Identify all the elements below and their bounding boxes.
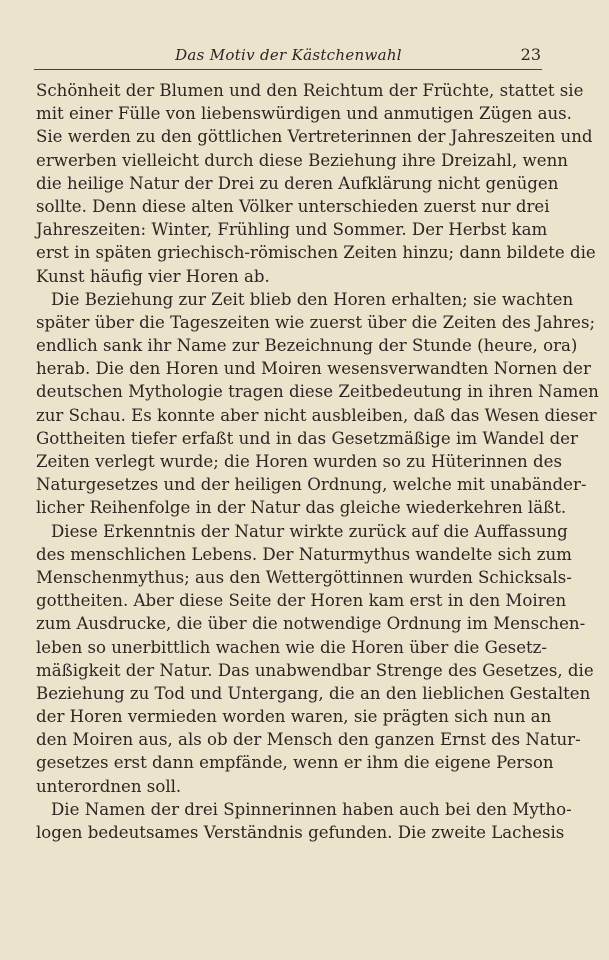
text-line: mäßigkeit der Natur. Das unabwendbar Strenge des Gesetzes, die	[36, 660, 594, 680]
text-line: sollte. Denn diese alten Völker unterschieden zuerst nur drei	[36, 196, 550, 216]
page-number: 23	[520, 45, 541, 64]
text-line: Zeiten verlegt wurde; die Horen wurden so zu Hüterinnen des	[36, 452, 562, 471]
paragraph	[36, 520, 594, 798]
text-line: des menschlichen Lebens. Der Naturmythus wandelte sich zum	[36, 544, 572, 564]
paragraph	[36, 798, 572, 844]
running-title: Das Motiv der Kästchenwahl	[175, 46, 402, 64]
text-line: Menschenmythus; aus den Wettergöttinnen wurden Schicksals-	[36, 567, 572, 587]
text-line: mit einer Fülle von liebenswürdigen und anmutigen Zügen aus.	[36, 104, 572, 124]
text-line: gesetzes erst dann empfände, wenn er ihm die eigene Person	[36, 753, 554, 773]
paragraph	[36, 288, 599, 520]
text-line: licher Reihenfolge in der Natur das gleiche wiederkehren läßt.	[36, 498, 567, 518]
text-line: zum Ausdrucke, die über die notwendige Ordnung im Menschen-	[36, 614, 586, 634]
text-line: zur Schau. Es konnte aber nicht ausbleiben, daß das Wesen dieser	[36, 405, 597, 425]
text-line: Gottheiten tiefer erfaßt und in das Gesetzmäßige im Wandel der	[36, 428, 578, 448]
header-rule	[34, 69, 542, 70]
text-line: Beziehung zu Tod und Untergang, die an den lieblichen Gestalten	[36, 683, 591, 703]
text-line: leben so unerbittlich wachen wie die Horen über die Gesetz-	[36, 637, 548, 657]
text-line: Diese Erkenntnis der Natur wirkte zurück auf die Auffassung	[51, 521, 568, 541]
text-line: logen bedeutsames Verständnis gefunden. Die zweite Lachesis	[36, 823, 565, 842]
text-line: unterordnen soll.	[36, 776, 182, 796]
text-line: Die Namen der drei Spinnerinnen haben auch bei den Mytho-	[51, 799, 572, 819]
text-line: der Horen vermieden worden waren, sie prägten sich nun an	[36, 707, 552, 727]
text-line: Sie werden zu den göttlichen Vertreterinnen der Jahreszeiten und	[36, 127, 593, 147]
body-text	[36, 79, 599, 844]
paragraph	[36, 79, 596, 288]
text-line: Die Beziehung zur Zeit blieb den Horen erhalten; sie wachten	[51, 289, 574, 309]
text-line: später über die Tageszeiten wie zuerst über die Zeiten des Jahres;	[36, 312, 596, 332]
text-line: die heilige Natur der Drei zu deren Aufklärung nicht genügen	[36, 173, 559, 193]
text-line: den Moiren aus, als ob der Mensch den ganzen Ernst des Natur-	[36, 730, 581, 750]
running-header	[36, 44, 541, 68]
text-line: Kunst häufig vier Horen ab.	[36, 266, 270, 286]
text-line: erwerben vielleicht durch diese Beziehung ihre Dreizahl, wenn	[36, 150, 568, 170]
text-line: deutschen Mythologie tragen diese Zeitbedeutung in ihren Namen	[36, 382, 599, 402]
text-line: herab. Die den Horen und Moiren wesensverwandten Nornen der	[36, 359, 591, 379]
text-line: Schönheit der Blumen und den Reichtum der Früchte, stattet sie	[36, 81, 584, 100]
text-line: gottheiten. Aber diese Seite der Horen kam erst in den Moiren	[36, 591, 567, 611]
text-line: Naturgesetzes und der heiligen Ordnung, welche mit unabänder-	[36, 475, 587, 495]
text-line: endlich sank ihr Name zur Bezeichnung der Stunde (heure, ora)	[36, 336, 578, 356]
text-line: erst in späten griechisch-römischen Zeiten hinzu; dann bildete die	[36, 243, 596, 263]
text-line: Jahreszeiten: Winter, Frühling und Sommer. Der Herbst kam	[36, 220, 548, 240]
